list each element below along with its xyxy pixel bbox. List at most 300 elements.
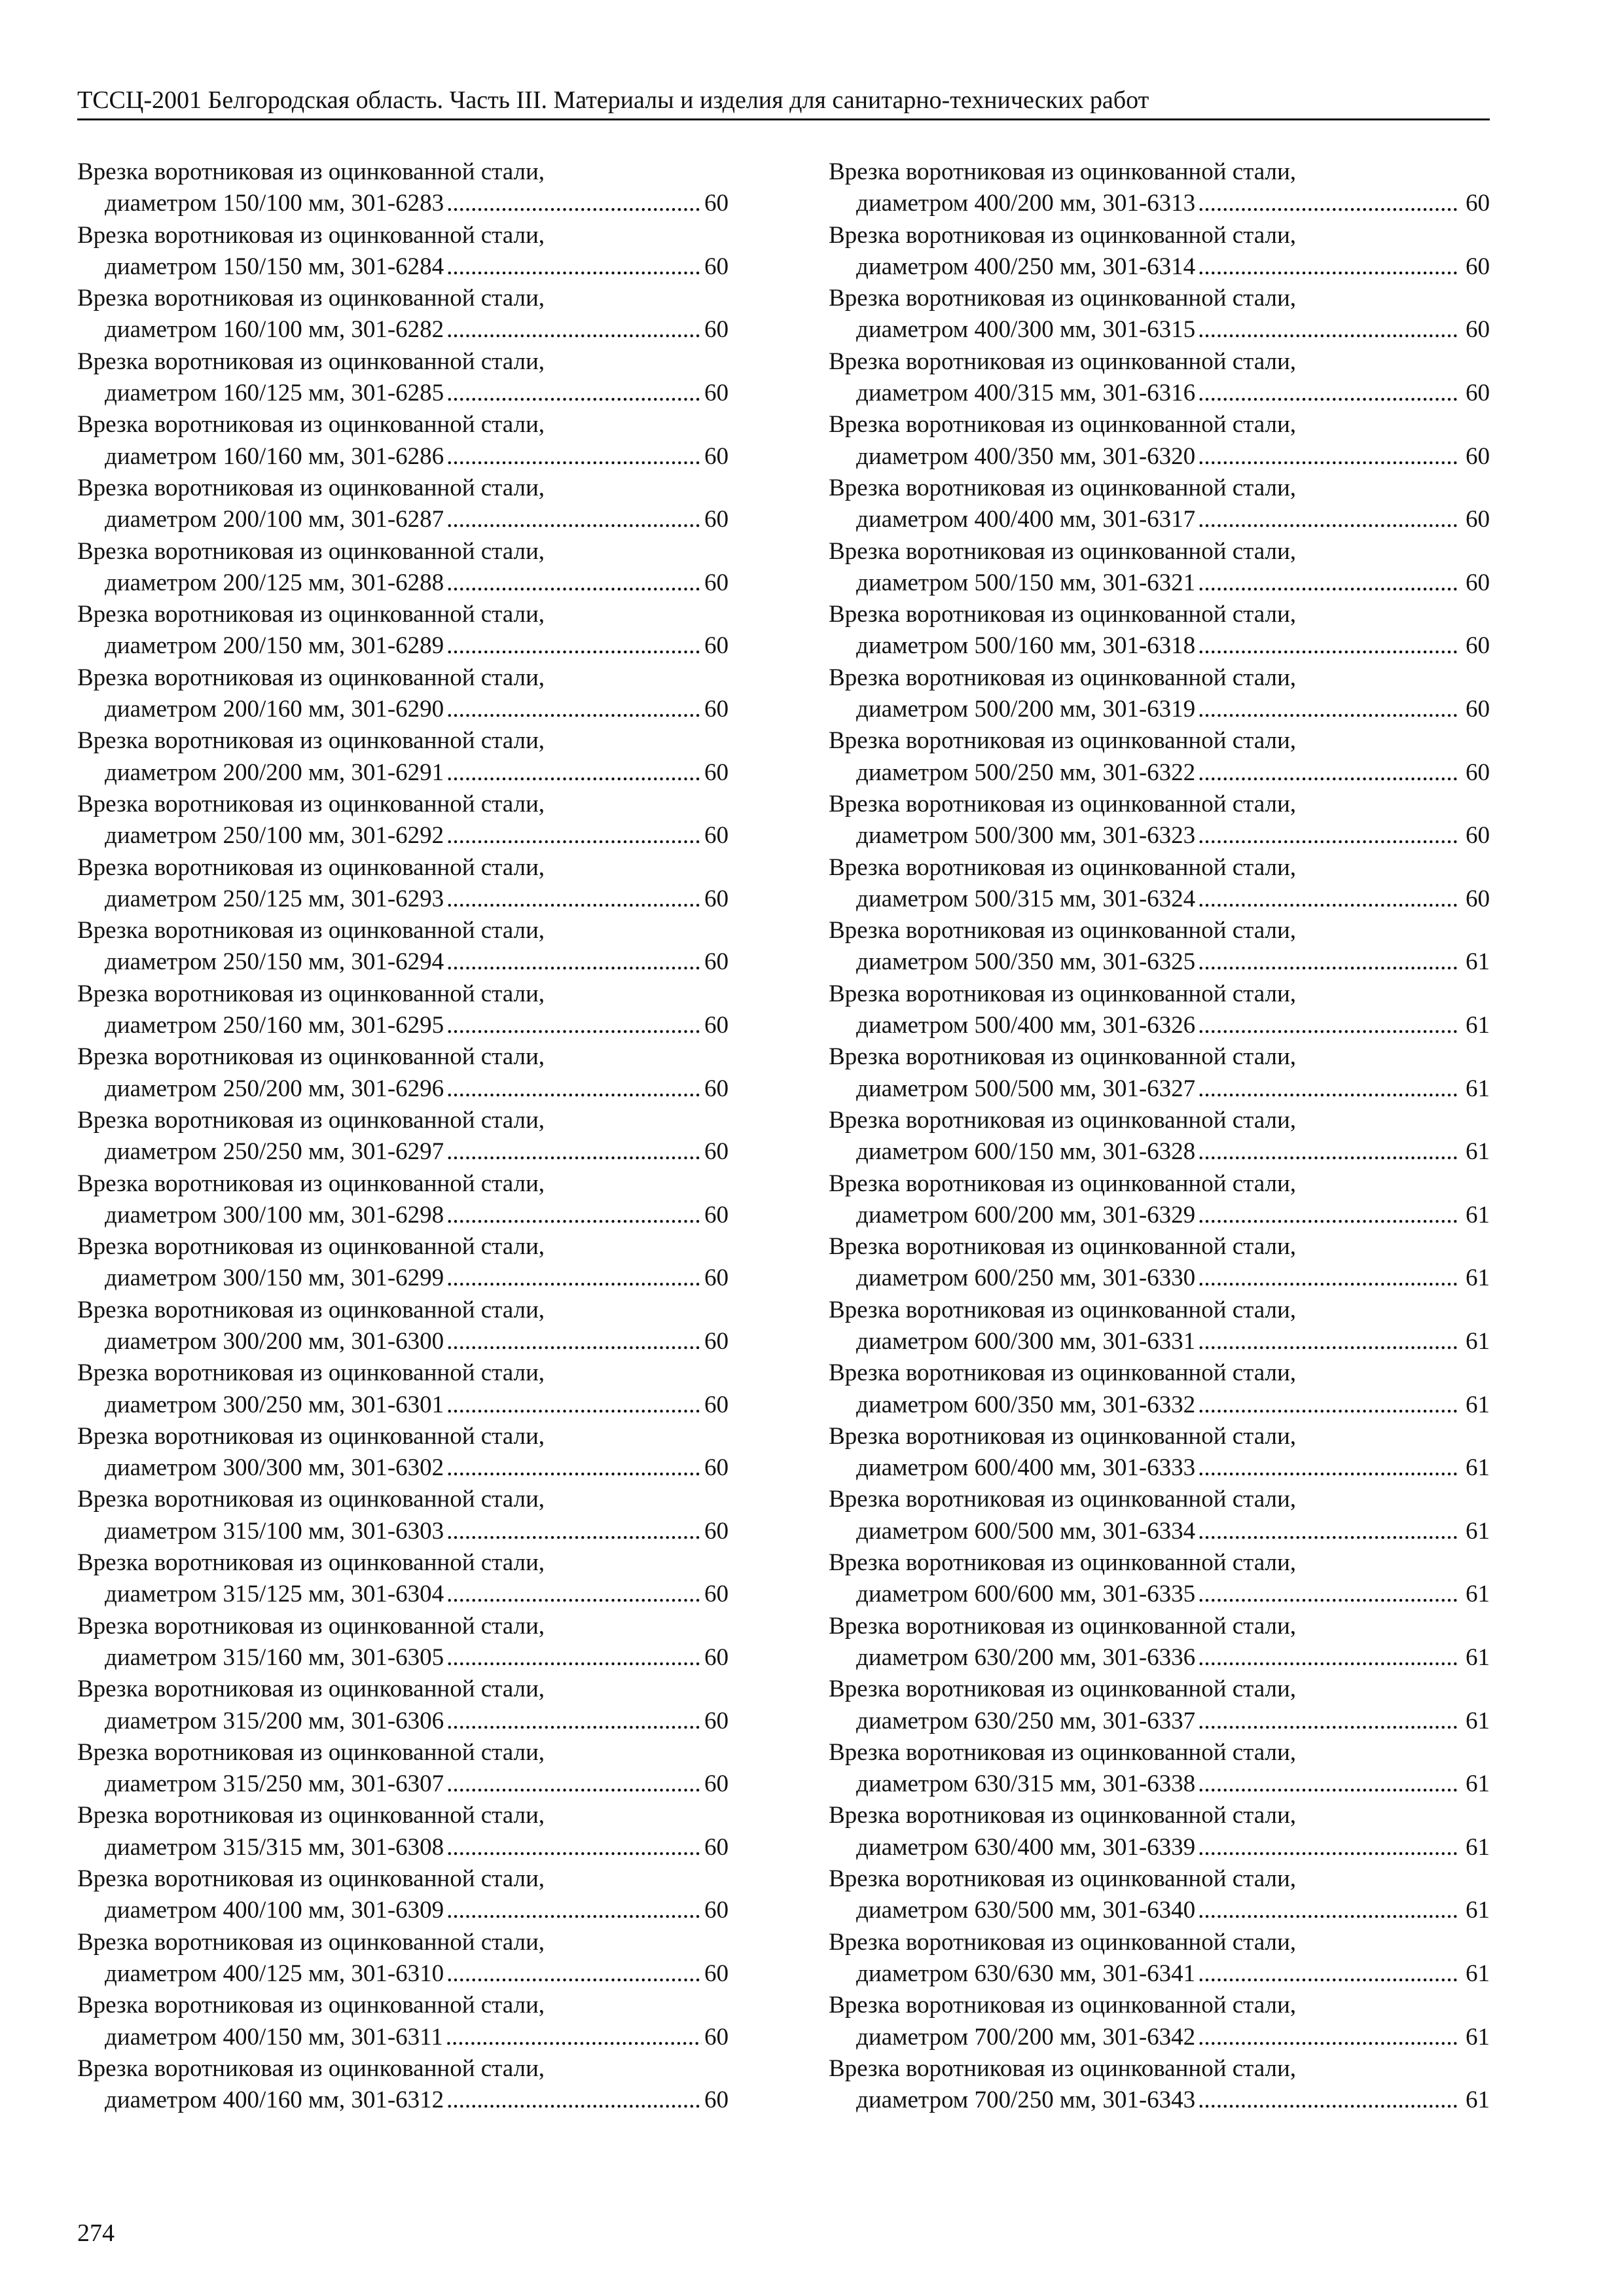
entry-detail-row <box>829 2022 1490 2053</box>
entry-title: Врезка воротниковая из оцинкованной стали, <box>77 1359 545 1387</box>
index-entry <box>77 1800 732 1863</box>
entry-detail: диаметром 400/100 мм, 301-6309 <box>105 1897 444 1924</box>
entry-detail-row <box>829 188 1490 219</box>
entry-title: Врезка воротниковая из оцинкованной стали, <box>77 601 545 628</box>
entry-detail-row <box>77 1706 732 1737</box>
entry-title: Врезка воротниковая из оцинкованной стали, <box>77 1738 545 1766</box>
entry-page-number: 61 <box>1466 1391 1490 1418</box>
dot-leader <box>1198 757 1460 789</box>
entry-title: Врезка воротниковая из оцинкованной стали, <box>77 221 545 249</box>
index-entry <box>829 1484 1490 1547</box>
entry-detail-row <box>829 1768 1490 1800</box>
entry-title: Врезка воротниковая из оцинкованной стали, <box>77 1043 545 1071</box>
entry-title: Врезка воротниковая из оцинкованной стали, <box>77 1422 545 1450</box>
index-entry <box>829 725 1490 789</box>
dot-leader <box>1198 1832 1460 1863</box>
dot-leader <box>1198 694 1460 725</box>
dot-leader <box>1198 1136 1460 1168</box>
entry-detail-row <box>77 1390 732 1421</box>
entry-detail: диаметром 600/250 мм, 301-6330 <box>856 1265 1196 1292</box>
entry-title: Врезка воротниковая из оцинкованной стали, <box>829 285 1297 312</box>
entry-detail: диаметром 500/250 мм, 301-6322 <box>856 759 1196 786</box>
entry-title: Врезка воротниковая из оцинкованной стали, <box>77 1106 545 1134</box>
entry-title: Врезка воротниковая из оцинкованной стали, <box>829 1802 1297 1829</box>
entry-title: Врезка воротниковая из оцинкованной стали, <box>829 1422 1297 1450</box>
entry-detail-row <box>829 1010 1490 1041</box>
entry-page-number: 61 <box>1466 2023 1490 2051</box>
entry-detail: диаметром 500/150 мм, 301-6321 <box>856 569 1196 596</box>
entry-detail: диаметром 500/500 мм, 301-6327 <box>856 1075 1196 1102</box>
entry-detail: диаметром 300/150 мм, 301-6299 <box>105 1265 444 1292</box>
dot-leader <box>446 1010 702 1041</box>
index-entry <box>829 409 1490 473</box>
index-entry <box>77 1295 732 1358</box>
entry-title: Врезка воротниковая из оцинкованной стали, <box>77 285 545 312</box>
entry-detail-row <box>829 694 1490 725</box>
dot-leader <box>446 694 702 725</box>
dot-leader <box>446 2022 702 2053</box>
entry-page-number: 61 <box>1466 1517 1490 1545</box>
entry-detail-row <box>77 630 732 662</box>
entry-detail: диаметром 200/200 мм, 301-6291 <box>105 759 444 786</box>
index-entry <box>77 662 732 726</box>
entry-title: Врезка воротниковая из оцинкованной стали, <box>77 1612 545 1640</box>
dot-leader <box>446 820 702 852</box>
entry-detail-row <box>77 188 732 219</box>
entry-detail-row <box>77 2022 732 2053</box>
index-entry <box>829 1168 1490 1232</box>
index-entry <box>829 915 1490 978</box>
entry-detail-row <box>829 946 1490 978</box>
index-entry <box>77 1547 732 1611</box>
entry-title: Врезка воротниковая из оцинкованной стали, <box>829 917 1297 944</box>
entry-page-number: 60 <box>1466 190 1490 217</box>
entry-detail: диаметром 250/100 мм, 301-6292 <box>105 822 444 850</box>
dot-leader <box>446 1706 702 1737</box>
index-entry <box>77 2053 732 2117</box>
entry-page-number: 61 <box>1466 1454 1490 1482</box>
entry-detail-row <box>829 1200 1490 1231</box>
entry-page-number: 61 <box>1466 1012 1490 1039</box>
entry-detail-row <box>829 1832 1490 1863</box>
entry-detail: диаметром 400/315 мм, 301-6316 <box>856 380 1196 407</box>
entry-detail-row <box>77 1579 732 1610</box>
index-entry <box>829 1105 1490 1168</box>
index-entry <box>829 599 1490 662</box>
entry-page-number: 61 <box>1466 1265 1490 1292</box>
entry-page-number: 60 <box>704 1075 729 1102</box>
entry-detail: диаметром 630/200 мм, 301-6336 <box>856 1643 1196 1671</box>
index-entry <box>77 1737 732 1801</box>
page-header-title: ТССЦ-2001 Белгородская область. Часть III. Материалы и изделия для санитарно-технических работ <box>77 86 1149 114</box>
entry-title: Врезка воротниковая из оцинкованной стали, <box>77 537 545 565</box>
entry-detail: диаметром 250/160 мм, 301-6295 <box>105 1012 444 1039</box>
entry-page-number: 60 <box>1466 822 1490 850</box>
entry-page-number: 61 <box>1466 1138 1490 1166</box>
index-entry <box>829 1611 1490 1674</box>
dot-leader <box>1198 314 1460 346</box>
entry-page-number: 60 <box>704 1012 729 1039</box>
entry-title: Врезка воротниковая из оцинкованной стали, <box>829 348 1297 375</box>
entry-page-number: 60 <box>1466 380 1490 407</box>
dot-leader <box>1198 1390 1460 1421</box>
entry-page-number: 60 <box>704 380 729 407</box>
index-entry <box>829 1295 1490 1358</box>
entry-page-number: 60 <box>704 1391 729 1418</box>
index-entry <box>77 1611 732 1674</box>
dot-leader <box>1198 1895 1460 1926</box>
header-rule <box>77 118 1490 120</box>
entry-detail-row <box>77 441 732 473</box>
dot-leader <box>446 630 702 662</box>
entry-detail-row <box>829 1452 1490 1484</box>
entry-detail: диаметром 400/400 мм, 301-6317 <box>856 506 1196 533</box>
entry-detail: диаметром 300/250 мм, 301-6301 <box>105 1391 444 1418</box>
entry-detail-row <box>77 884 732 915</box>
entry-detail-row <box>77 1516 732 1547</box>
dot-leader <box>1198 820 1460 852</box>
entry-page-number: 61 <box>1466 1201 1490 1229</box>
index-entry <box>77 220 732 283</box>
dot-leader <box>446 441 702 473</box>
entry-title: Врезка воротниковая из оцинкованной стали, <box>829 727 1297 755</box>
dot-leader <box>1198 884 1460 915</box>
dot-leader <box>446 567 702 599</box>
entry-detail-row <box>829 251 1490 283</box>
entry-detail: диаметром 150/150 мм, 301-6284 <box>105 253 444 280</box>
entry-title: Врезка воротниковая из оцинкованной стали, <box>77 158 545 185</box>
entry-page-number: 60 <box>1466 759 1490 786</box>
index-entry <box>77 1421 732 1484</box>
index-entry <box>77 1231 732 1295</box>
dot-leader <box>446 1895 702 1926</box>
entry-detail: диаметром 160/125 мм, 301-6285 <box>105 380 444 407</box>
entry-title: Врезка воротниковая из оцинкованной стали, <box>77 1296 545 1323</box>
entry-page-number: 60 <box>704 696 729 723</box>
entry-title: Врезка воротниковая из оцинкованной стали, <box>77 1486 545 1513</box>
dot-leader <box>446 946 702 978</box>
entry-title: Врезка воротниковая из оцинкованной стали, <box>77 790 545 817</box>
entry-detail-row <box>829 1516 1490 1547</box>
entry-page-number: 60 <box>704 506 729 533</box>
entry-title: Врезка воротниковая из оцинкованной стали, <box>829 474 1297 501</box>
index-column-left <box>77 156 732 2116</box>
entry-title: Врезка воротниковая из оцинкованной стали, <box>829 1992 1297 2019</box>
entry-detail: диаметром 200/160 мм, 301-6290 <box>105 696 444 723</box>
entry-page-number: 60 <box>704 190 729 217</box>
entry-detail: диаметром 400/125 мм, 301-6310 <box>105 1960 444 1987</box>
entry-detail-row <box>829 441 1490 473</box>
index-entry <box>829 1547 1490 1611</box>
entry-page-number: 60 <box>704 1454 729 1482</box>
dot-leader <box>446 1958 702 1990</box>
entry-detail: диаметром 500/200 мм, 301-6319 <box>856 696 1196 723</box>
dot-leader <box>446 1516 702 1547</box>
index-entry <box>829 1357 1490 1421</box>
entry-detail: диаметром 600/200 мм, 301-6329 <box>856 1201 1196 1229</box>
index-entry <box>77 1863 732 1927</box>
entry-page-number: 61 <box>1466 1643 1490 1671</box>
dot-leader <box>1198 1642 1460 1674</box>
entry-detail-row <box>77 1642 732 1674</box>
index-entry <box>77 725 732 789</box>
entry-detail-row <box>77 1010 732 1041</box>
entry-detail-row <box>829 1706 1490 1737</box>
dot-leader <box>446 314 702 346</box>
dot-leader <box>446 1642 702 1674</box>
entry-detail: диаметром 630/400 мм, 301-6339 <box>856 1833 1196 1861</box>
entry-page-number: 60 <box>704 2087 729 2114</box>
dot-leader <box>1198 2085 1460 2116</box>
index-entry <box>829 2053 1490 2117</box>
entry-detail: диаметром 600/300 мм, 301-6331 <box>856 1327 1196 1355</box>
entry-detail-row <box>829 1642 1490 1674</box>
entry-detail-row <box>77 946 732 978</box>
dot-leader <box>446 1579 702 1610</box>
entry-detail-row <box>829 1136 1490 1168</box>
entry-title: Врезка воротниковая из оцинкованной стали, <box>77 1928 545 1956</box>
entry-detail: диаметром 600/350 мм, 301-6332 <box>856 1391 1196 1418</box>
entry-page-number: 60 <box>1466 696 1490 723</box>
index-entry <box>77 1927 732 1990</box>
index-entry <box>77 346 732 410</box>
entry-page-number: 60 <box>704 442 729 470</box>
entry-page-number: 60 <box>704 759 729 786</box>
entry-page-number: 60 <box>704 1265 729 1292</box>
entry-page-number: 60 <box>704 1517 729 1545</box>
entry-page-number: 61 <box>1466 1327 1490 1355</box>
entry-detail-row <box>77 1832 732 1863</box>
entry-page-number: 60 <box>704 569 729 596</box>
entry-detail: диаметром 200/150 мм, 301-6289 <box>105 632 444 660</box>
entry-title: Врезка воротниковая из оцинкованной стали, <box>829 1170 1297 1197</box>
entry-detail-row <box>77 2085 732 2116</box>
index-entry <box>829 1041 1490 1105</box>
entry-page-number: 61 <box>1466 1770 1490 1798</box>
index-entry <box>77 473 732 536</box>
entry-detail: диаметром 315/100 мм, 301-6303 <box>105 1517 444 1545</box>
entry-detail: диаметром 400/300 мм, 301-6315 <box>856 316 1196 344</box>
entry-detail: диаметром 600/400 мм, 301-6333 <box>856 1454 1196 1482</box>
entry-page-number: 60 <box>704 1960 729 1987</box>
entry-title: Врезка воротниковая из оцинкованной стали, <box>829 1612 1297 1640</box>
index-entry <box>829 1800 1490 1863</box>
entry-title: Врезка воротниковая из оцинкованной стали, <box>829 158 1297 185</box>
entry-detail: диаметром 200/100 мм, 301-6287 <box>105 506 444 533</box>
entry-detail: диаметром 500/350 мм, 301-6325 <box>856 948 1196 976</box>
dot-leader <box>446 378 702 409</box>
entry-page-number: 60 <box>704 948 729 976</box>
entry-detail: диаметром 400/250 мм, 301-6314 <box>856 253 1196 280</box>
entry-page-number: 60 <box>1466 632 1490 660</box>
dot-leader <box>1198 1200 1460 1231</box>
entry-detail: диаметром 700/250 мм, 301-6343 <box>856 2087 1196 2114</box>
entry-detail-row <box>77 1073 732 1105</box>
entry-detail-row <box>829 1263 1490 1294</box>
index-entry <box>77 1990 732 2053</box>
entry-title: Врезка воротниковая из оцинкованной стали, <box>77 917 545 944</box>
dot-leader <box>1198 1768 1460 1800</box>
dot-leader <box>446 251 702 283</box>
index-entry <box>829 1927 1490 1990</box>
index-entry <box>829 662 1490 726</box>
entry-title: Врезка воротниковая из оцинкованной стали, <box>829 1928 1297 1956</box>
entry-detail: диаметром 315/250 мм, 301-6307 <box>105 1770 444 1798</box>
dot-leader <box>446 2085 702 2116</box>
entry-detail: диаметром 150/100 мм, 301-6283 <box>105 190 444 217</box>
entry-title: Врезка воротниковая из оцинкованной стали, <box>829 411 1297 439</box>
index-entry <box>829 473 1490 536</box>
entry-title: Врезка воротниковая из оцинкованной стали, <box>77 1549 545 1577</box>
entry-detail-row <box>77 757 732 789</box>
entry-detail: диаметром 600/150 мм, 301-6328 <box>856 1138 1196 1166</box>
entry-detail-row <box>829 757 1490 789</box>
entry-page-number: 60 <box>704 1643 729 1671</box>
entry-detail-row <box>77 1136 732 1168</box>
entry-detail-row <box>829 820 1490 852</box>
entry-detail-row <box>829 1073 1490 1105</box>
index-entry <box>829 346 1490 410</box>
index-entry <box>77 283 732 346</box>
dot-leader <box>446 504 702 535</box>
entry-title: Врезка воротниковая из оцинкованной стали, <box>829 1676 1297 1703</box>
entry-detail: диаметром 500/160 мм, 301-6318 <box>856 632 1196 660</box>
dot-leader <box>1198 946 1460 978</box>
entry-detail-row <box>77 1326 732 1357</box>
entry-detail: диаметром 400/350 мм, 301-6320 <box>856 442 1196 470</box>
dot-leader <box>446 1768 702 1800</box>
entry-detail: диаметром 630/250 мм, 301-6337 <box>856 1707 1196 1734</box>
entry-detail-row <box>829 630 1490 662</box>
entry-detail: диаметром 160/160 мм, 301-6286 <box>105 442 444 470</box>
entry-title: Врезка воротниковая из оцинкованной стали, <box>829 537 1297 565</box>
entry-detail-row <box>77 378 732 409</box>
entry-page-number: 60 <box>1466 506 1490 533</box>
entry-detail-row <box>829 1326 1490 1357</box>
entry-detail-row <box>77 567 732 599</box>
index-entry <box>77 1357 732 1421</box>
entry-title: Врезка воротниковая из оцинкованной стали, <box>77 1676 545 1703</box>
entry-detail: диаметром 630/315 мм, 301-6338 <box>856 1770 1196 1798</box>
dot-leader <box>1198 441 1460 473</box>
entry-page-number: 60 <box>704 1581 729 1608</box>
index-entry <box>77 1484 732 1547</box>
dot-leader <box>446 884 702 915</box>
index-entry <box>829 1737 1490 1801</box>
entry-title: Врезка воротниковая из оцинкованной стали, <box>829 664 1297 691</box>
entry-title: Врезка воротниковая из оцинкованной стали, <box>77 727 545 755</box>
entry-detail: диаметром 315/125 мм, 301-6304 <box>105 1581 444 1608</box>
entry-detail: диаметром 600/500 мм, 301-6334 <box>856 1517 1196 1545</box>
dot-leader <box>1198 1706 1460 1737</box>
entry-detail: диаметром 600/600 мм, 301-6335 <box>856 1581 1196 1608</box>
index-entry <box>77 409 732 473</box>
dot-leader <box>1198 2022 1460 2053</box>
entry-detail-row <box>829 1895 1490 1926</box>
dot-leader <box>446 1390 702 1421</box>
entry-title: Врезка воротниковая из оцинкованной стали, <box>829 1549 1297 1577</box>
entry-detail: диаметром 300/300 мм, 301-6302 <box>105 1454 444 1482</box>
entry-title: Врезка воротниковая из оцинкованной стали, <box>829 853 1297 881</box>
entry-title: Врезка воротниковая из оцинкованной стали, <box>829 790 1297 817</box>
entry-title: Врезка воротниковая из оцинкованной стали, <box>829 1296 1297 1323</box>
index-entry <box>829 1990 1490 2053</box>
entry-detail: диаметром 630/630 мм, 301-6341 <box>856 1960 1196 1987</box>
entry-title: Врезка воротниковая из оцинкованной стали, <box>77 474 545 501</box>
entry-detail-row <box>77 314 732 346</box>
entry-detail-row <box>77 1200 732 1231</box>
entry-page-number: 61 <box>1466 1075 1490 1102</box>
entry-page-number: 60 <box>704 822 729 850</box>
entry-detail-row <box>77 1768 732 1800</box>
entry-detail: диаметром 300/100 мм, 301-6298 <box>105 1201 444 1229</box>
index-entry <box>829 1674 1490 1737</box>
entry-page-number: 60 <box>704 1897 729 1924</box>
dot-leader <box>1198 1326 1460 1357</box>
index-entry <box>829 536 1490 600</box>
dot-leader <box>1198 1263 1460 1294</box>
dot-leader <box>1198 1579 1460 1610</box>
index-entry <box>829 156 1490 220</box>
entry-detail: диаметром 400/200 мм, 301-6313 <box>856 190 1196 217</box>
entry-page-number: 60 <box>704 316 729 344</box>
entry-title: Врезка воротниковая из оцинкованной стали, <box>829 1359 1297 1387</box>
dot-leader <box>1198 1073 1460 1105</box>
entry-detail-row <box>77 694 732 725</box>
entry-title: Врезка воротниковая из оцинкованной стали, <box>77 853 545 881</box>
entry-page-number: 60 <box>704 2023 729 2051</box>
dot-leader <box>1198 1958 1460 1990</box>
entry-title: Врезка воротниковая из оцинкованной стали, <box>77 348 545 375</box>
index-entry <box>829 220 1490 283</box>
entry-title: Врезка воротниковая из оцинкованной стали, <box>829 1043 1297 1071</box>
entry-title: Врезка воротниковая из оцинкованной стали, <box>829 1106 1297 1134</box>
entry-page-number: 61 <box>1466 948 1490 976</box>
dot-leader <box>1198 378 1460 409</box>
index-entry <box>77 1168 732 1232</box>
index-entry <box>77 599 732 662</box>
entry-detail-row <box>829 884 1490 915</box>
entry-title: Врезка воротниковая из оцинкованной стали, <box>829 1486 1297 1513</box>
entry-detail-row <box>829 567 1490 599</box>
entry-page-number: 60 <box>704 253 729 280</box>
entry-title: Врезка воротниковая из оцинкованной стали, <box>77 1170 545 1197</box>
dot-leader <box>446 1326 702 1357</box>
entry-detail-row <box>829 2085 1490 2116</box>
index-entry <box>77 536 732 600</box>
entry-detail-row <box>77 504 732 535</box>
dot-leader <box>446 1452 702 1484</box>
entry-detail-row <box>77 820 732 852</box>
dot-leader <box>1198 504 1460 535</box>
entry-detail: диаметром 250/150 мм, 301-6294 <box>105 948 444 976</box>
index-entry <box>829 1231 1490 1295</box>
index-entry <box>77 915 732 978</box>
entry-detail: диаметром 500/400 мм, 301-6326 <box>856 1012 1196 1039</box>
dot-leader <box>446 1263 702 1294</box>
index-entry <box>77 156 732 220</box>
entry-detail: диаметром 200/125 мм, 301-6288 <box>105 569 444 596</box>
entry-detail: диаметром 160/100 мм, 301-6282 <box>105 316 444 344</box>
entry-page-number: 61 <box>1466 1707 1490 1734</box>
dot-leader <box>446 1832 702 1863</box>
entry-detail: диаметром 630/500 мм, 301-6340 <box>856 1897 1196 1924</box>
index-entry <box>829 852 1490 916</box>
dot-leader <box>1198 188 1460 219</box>
entry-page-number: 60 <box>704 1138 729 1166</box>
entry-detail-row <box>77 1958 732 1990</box>
entry-detail: диаметром 500/300 мм, 301-6323 <box>856 822 1196 850</box>
